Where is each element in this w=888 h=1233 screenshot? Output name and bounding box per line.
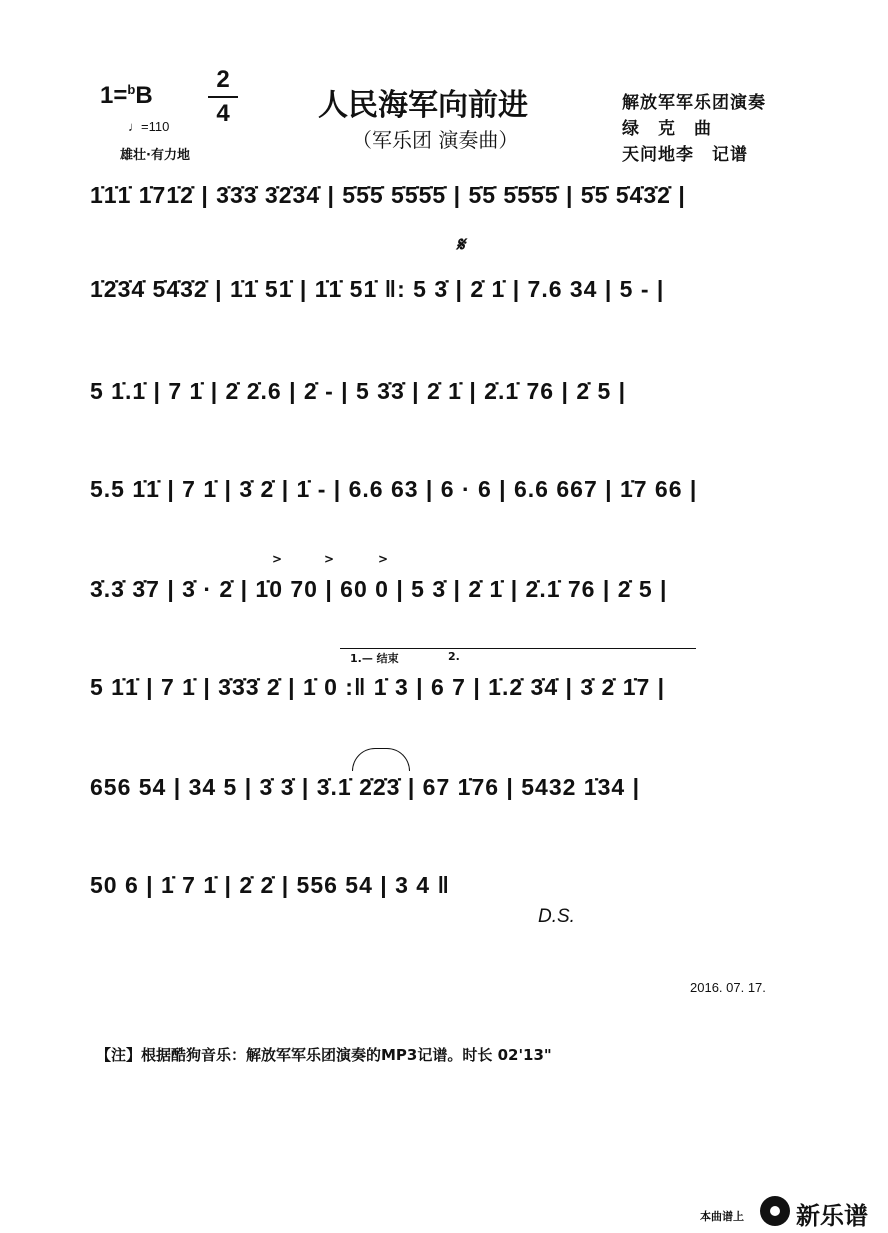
tempo-marking: ♩=110 <box>128 119 170 134</box>
credit-performer: 解放军军乐团演奏 <box>622 93 766 113</box>
score-subtitle: （军乐团 演奏曲） <box>352 128 519 152</box>
volta-first-ending: 1.— 结束 <box>350 652 399 665</box>
score-line-3: 5 1̇.1̇ | 7 1̇ | 2̇ 2̇.6 | 2̇ - | 5 3̇3̇ | 2̇ 1̇ | 2̇.1̇ 76 | 2̇ 5 | <box>90 378 627 404</box>
score-line-4: 5.5 1̇1̇ | 7 1̇ | 3̇ 2̇ | 1̇ - | 6.6 63 | 6 · 6 | 6.6 667 | 1̇7 66 | <box>90 476 698 502</box>
credit-composer: 绿 克 曲 <box>622 119 712 139</box>
time-signature <box>208 66 238 128</box>
source-label: 本曲谱上 <box>700 1210 744 1223</box>
volta-second-ending: 2. <box>448 650 460 663</box>
credit-transcriber: 天问地李 记谱 <box>622 145 748 165</box>
accent-mark: > <box>324 552 335 566</box>
site-logo[interactable]: 新乐谱 <box>796 1202 868 1230</box>
record-logo-icon <box>760 1196 790 1226</box>
time-signature-bottom: 4 <box>216 100 230 127</box>
expression-marking: 雄壮·有力地 <box>120 148 190 163</box>
segno-sign: 𝄋 <box>456 232 465 256</box>
score-line-8: 50 6 | 1̇ 7 1̇ | 2̇ 2̇ | 556 54 | 3 4 ‖ <box>90 872 450 898</box>
accent-mark: > <box>378 552 389 566</box>
dal-segno-marking: D.S. <box>538 906 575 927</box>
score-line-1: 1̇1̇1̇ 1̇71̇2̇ | 3̇3̇3̇ 3̇2̇3̇4̇ | 5̇5̇5̇ 5̇5̇5̇5̇ | 5̇5̇ 5̇5̇5̇5̇ | 5̇5̇ 5̇4̇3̇2̇ | <box>90 182 686 208</box>
score-line-6: 5 1̇1̇ | 7 1̇ | 3̇3̇3̇ 2̇ | 1̇ 0 :‖ 1̇ 3 | 6 7 | 1̇.2̇ 3̇4̇ | 3̇ 2̇ 1̇7 | <box>90 674 666 700</box>
accent-mark: > <box>272 552 283 566</box>
transcription-date: 2016. 07. 17. <box>690 980 766 995</box>
key-signature: 1=$^b$B <box>100 82 153 109</box>
score-line-5: 3̇.3̇ 3̇7 | 3̇ · 2̇ | 1̇0 70 | 60 0 | 5 3̇ | 2̇ 1̇ | 2̇.1̇ 76 | 2̇ 5 | <box>90 576 668 602</box>
transcription-note: 【注】根据酷狗音乐：解放军军乐团演奏的MP3记谱。时长 02'13" <box>96 1046 552 1064</box>
score-line-2: 1̇2̇3̇4̇ 5̇4̇3̇2̇ | 1̇1̇ 51̇ | 1̇1̇ 51̇ ‖: 5 3̇ | 2̇ 1̇ | 7.6 34 | 5 - | <box>90 276 665 302</box>
time-signature-top: 2 <box>216 66 230 93</box>
score-line-7: 656 54 | 34 5 | 3̇ 3̇ | 3̇.1̇ 2̇2̇3̇ | 67 1̇76 | 5432 1̇34 | <box>90 774 641 800</box>
score-title: 人民海军向前进 <box>318 88 528 123</box>
